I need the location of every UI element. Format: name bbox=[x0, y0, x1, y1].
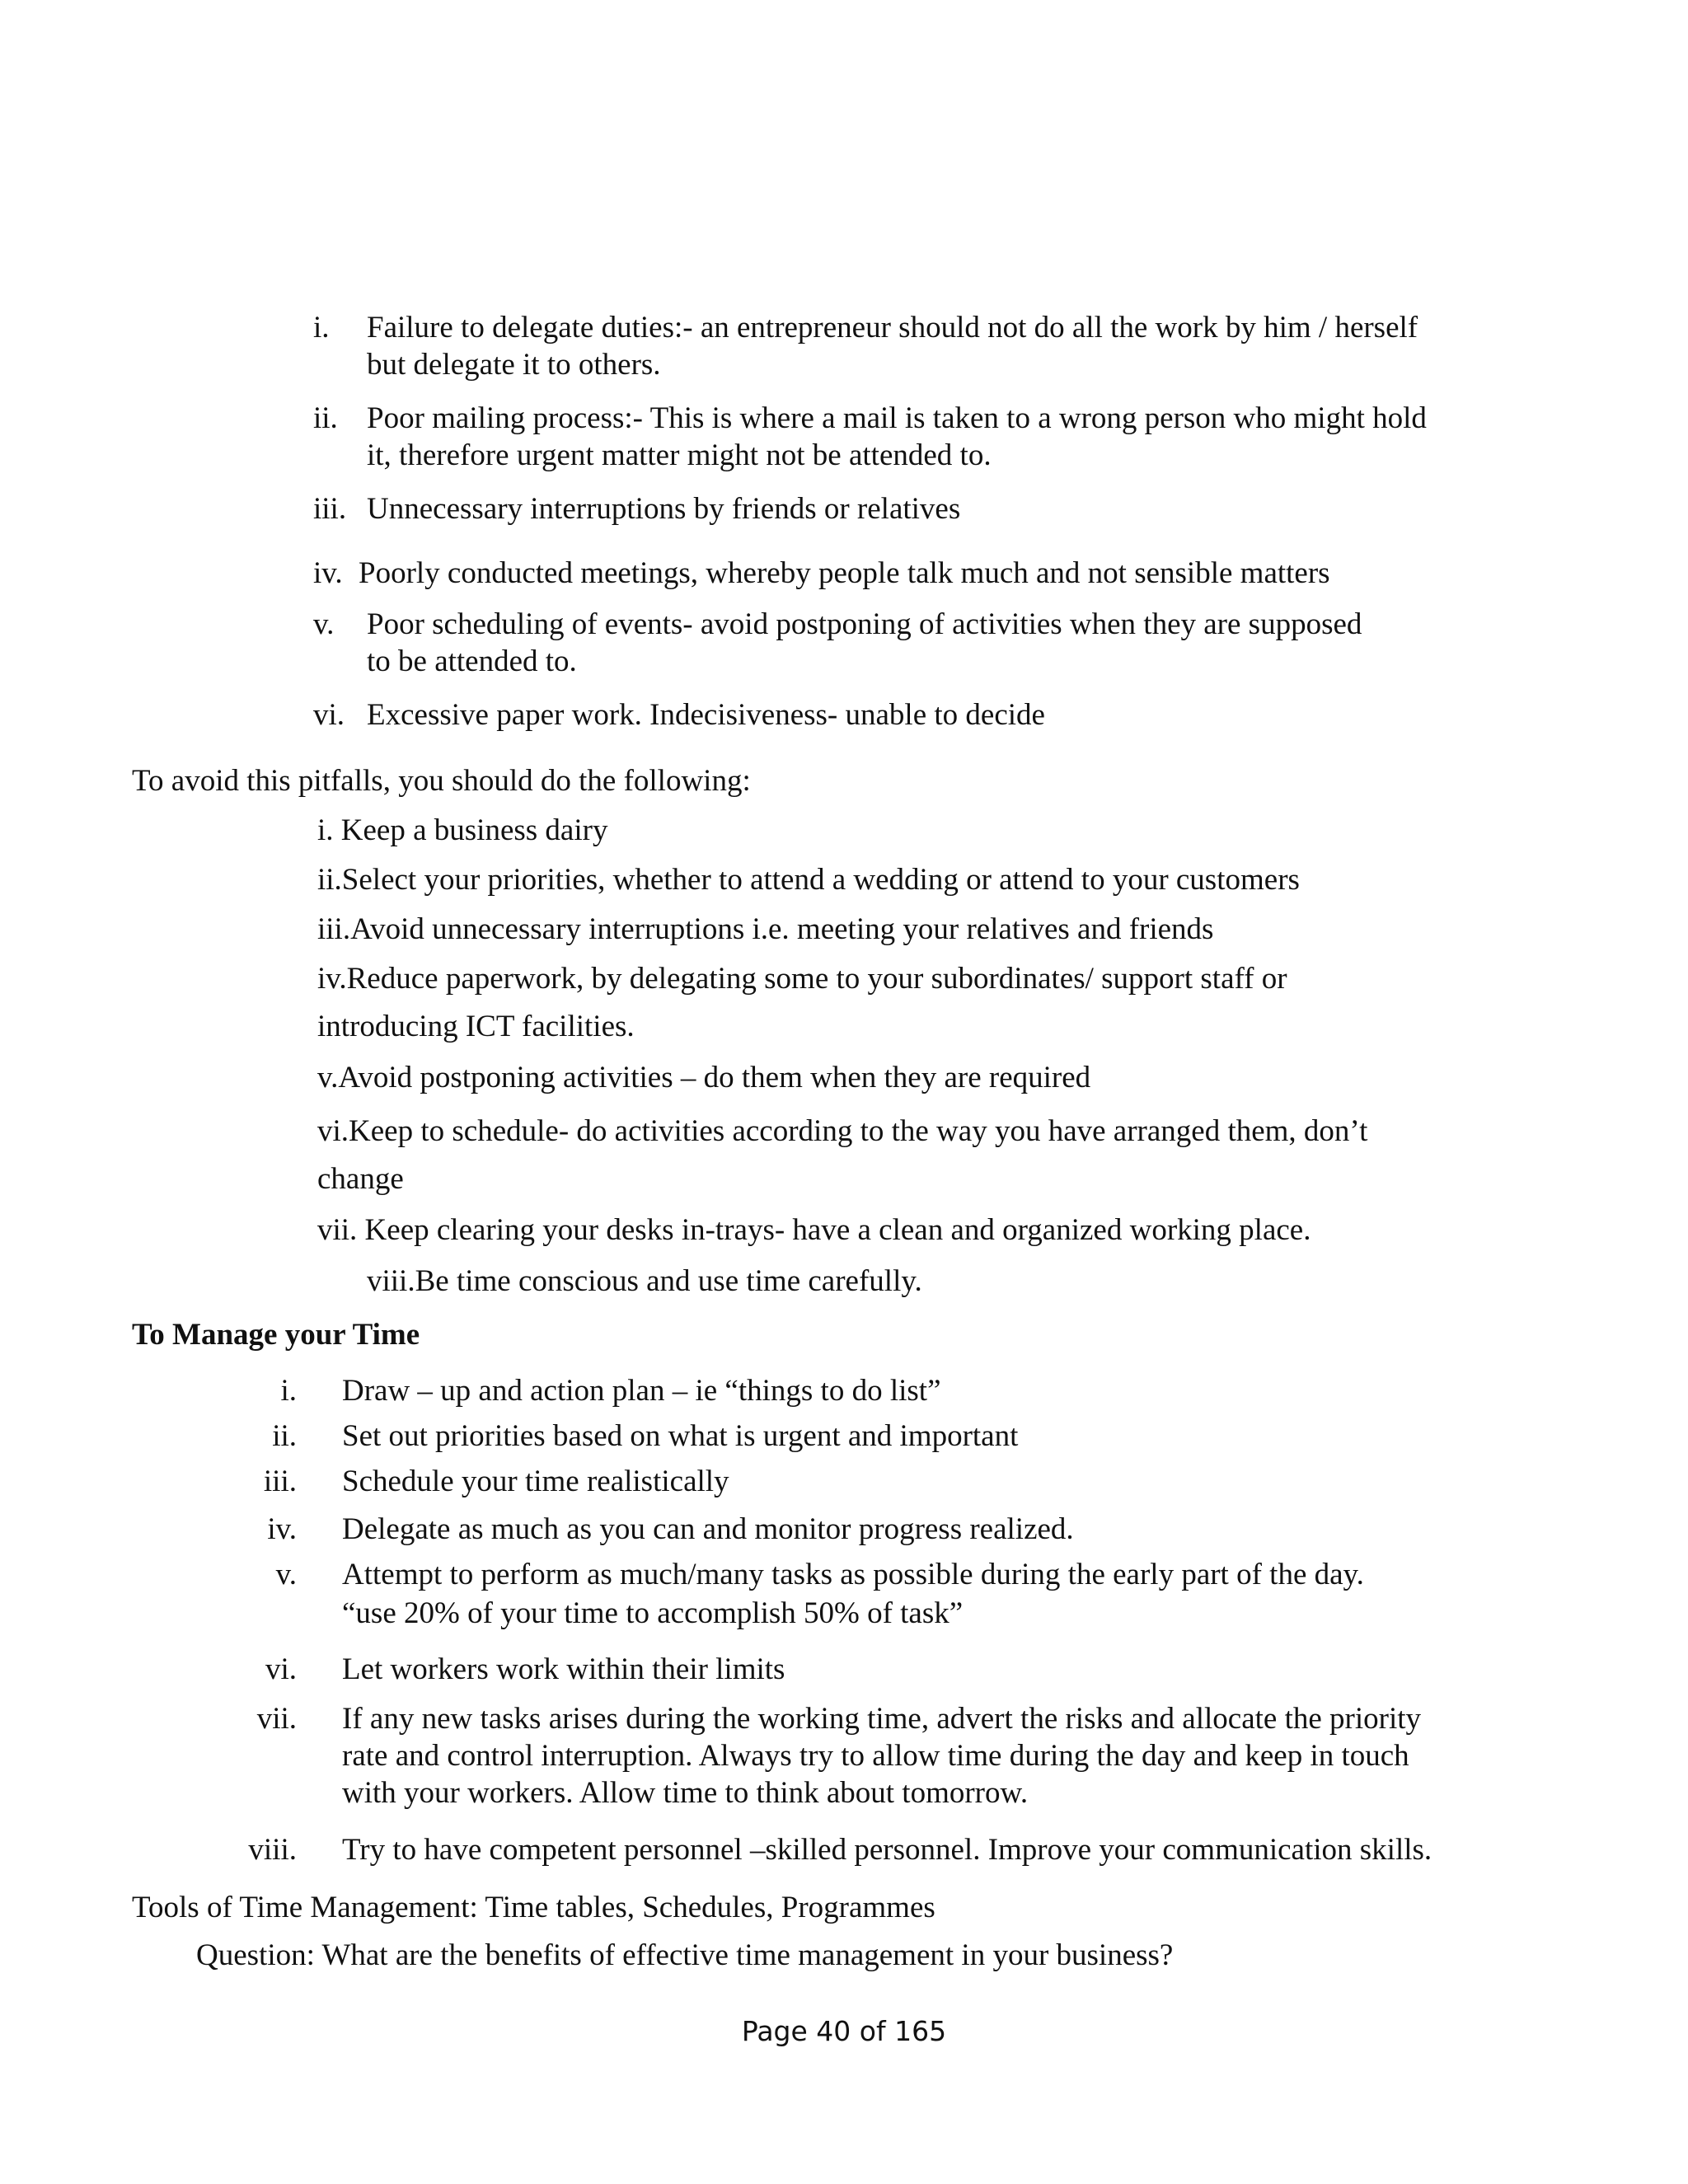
list-item-text: Schedule your time realistically bbox=[342, 1465, 729, 1498]
list-item: iii.Avoid unnecessary interruptions i.e. meeting your relatives and friends bbox=[317, 912, 1214, 946]
list-item-text: it, therefore urgent matter might not be attended to. bbox=[367, 438, 992, 472]
list-item-text: but delegate it to others. bbox=[367, 348, 661, 382]
list-item: i. Keep a business dairy bbox=[317, 813, 608, 847]
list-item-text: If any new tasks arises during the working time, advert the risks and allocate the priority bbox=[342, 1702, 1422, 1736]
list-item: v.Avoid postponing activities – do them when they are required bbox=[317, 1061, 1091, 1094]
list-number: iv. bbox=[267, 1512, 297, 1546]
list-item: vii. Keep clearing your desks in-trays- have a clean and organized working place. bbox=[317, 1213, 1311, 1247]
list-number: vii. bbox=[256, 1702, 297, 1736]
list-item-text: Delegate as much as you can and monitor progress realized. bbox=[342, 1512, 1074, 1546]
list-item-text: Failure to delegate duties:- an entrepreneur should not do all the work by him / herself bbox=[367, 311, 1418, 344]
list-item-text: to be attended to. bbox=[367, 644, 577, 678]
list-item-text: Poorly conducted meetings, whereby people talk much and not sensible matters bbox=[359, 556, 1330, 590]
page-footer: Page 40 of 165 bbox=[741, 2015, 947, 2047]
list-item: viii.Be time conscious and use time carefully. bbox=[367, 1264, 922, 1298]
section-heading: To Manage your Time bbox=[132, 1318, 420, 1352]
list-number: i. bbox=[280, 1374, 297, 1408]
list-item-text: Unnecessary interruptions by friends or relatives bbox=[367, 492, 961, 526]
list-number: iii. bbox=[263, 1465, 297, 1498]
list-item: introducing ICT facilities. bbox=[317, 1010, 635, 1043]
list-number: i. bbox=[313, 311, 330, 344]
list-item-text: Excessive paper work. Indecisiveness- unable to decide bbox=[367, 698, 1045, 732]
list-item-text: Attempt to perform as much/many tasks as possible during the early part of the day. bbox=[342, 1558, 1364, 1591]
list-number: viii. bbox=[248, 1833, 297, 1867]
list-number: v. bbox=[275, 1558, 297, 1591]
list-number: vi. bbox=[313, 698, 345, 732]
list-item-text: Let workers work within their limits bbox=[342, 1652, 785, 1686]
list-item-text: Try to have competent personnel –skilled personnel. Improve your communication skills. bbox=[342, 1833, 1432, 1867]
question-line: Question: What are the benefits of effective time management in your business? bbox=[196, 1938, 1174, 1972]
list-number: iii. bbox=[313, 492, 347, 526]
list-number: iv. bbox=[313, 556, 343, 590]
tools-line: Tools of Time Management: Time tables, Schedules, Programmes bbox=[132, 1891, 935, 1924]
list-item: ii.Select your priorities, whether to attend a wedding or attend to your customers bbox=[317, 863, 1300, 897]
list-item-text: Poor scheduling of events- avoid postponing of activities when they are supposed bbox=[367, 607, 1362, 641]
list-item-text: “use 20% of your time to accomplish 50% of task” bbox=[342, 1596, 964, 1630]
list-number: ii. bbox=[272, 1419, 297, 1453]
list-number: vi. bbox=[265, 1652, 297, 1686]
list-item-text: Poor mailing process:- This is where a mail is taken to a wrong person who might hold bbox=[367, 401, 1427, 435]
list-number: v. bbox=[313, 607, 335, 641]
list-number: ii. bbox=[313, 401, 338, 435]
list-item-text: Draw – up and action plan – ie “things to do list” bbox=[342, 1374, 941, 1408]
avoid-intro: To avoid this pitfalls, you should do the following: bbox=[132, 764, 751, 798]
list-item: vi.Keep to schedule- do activities according to the way you have arranged them, don’t bbox=[317, 1114, 1368, 1148]
list-item: iv.Reduce paperwork, by delegating some to your subordinates/ support staff or bbox=[317, 962, 1287, 996]
list-item-text: rate and control interruption. Always try to allow time during the day and keep in touch bbox=[342, 1739, 1409, 1773]
list-item-text: Set out priorities based on what is urgent and important bbox=[342, 1419, 1019, 1453]
list-item-text: with your workers. Allow time to think about tomorrow. bbox=[342, 1776, 1029, 1810]
list-item: change bbox=[317, 1162, 404, 1196]
